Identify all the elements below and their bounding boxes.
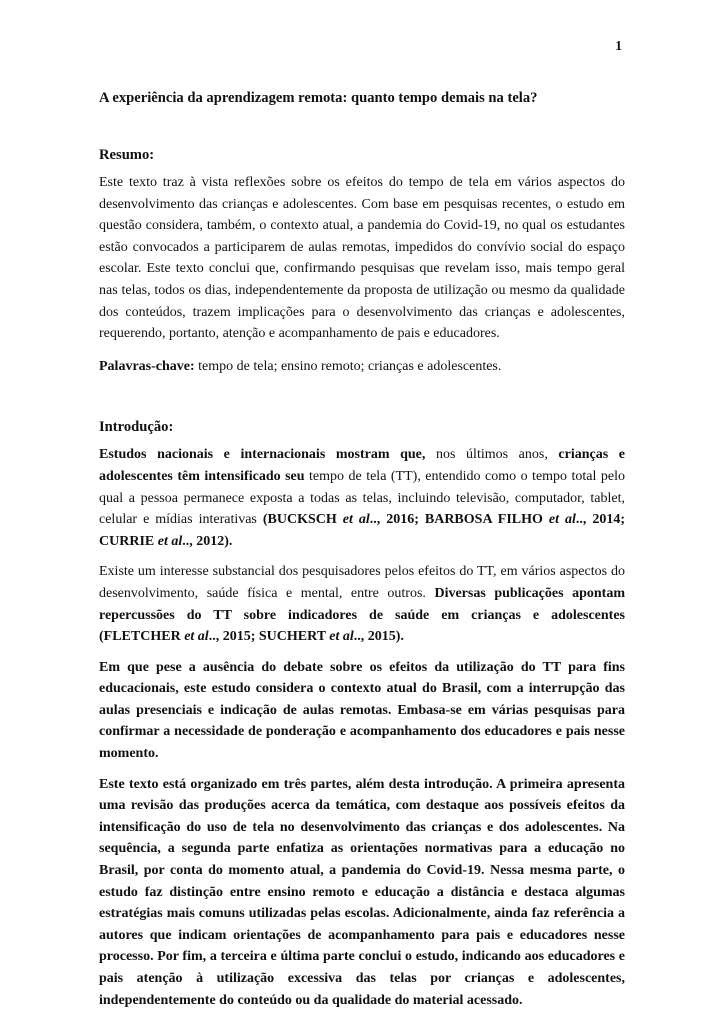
intro-paragraph-2: Existe um interesse substancial dos pesquisadores pelos efeitos do TT, em vários aspectos do desenvolvimento, saúde física e mental, entre outros. Diversas publicações apontam repercussões do TT sobre indicadores de saúde em crianças e adolescentes (FLETCHER et al.., 2015; SUCHERT et al.., 2015). <box>99 564 625 645</box>
section-heading-resumo: Resumo: <box>99 147 155 163</box>
intro-paragraph-1: Estudos nacionais e internacionais mostram que, nos últimos anos, crianças e adolescentes têm intensificado seu tempo de tela (TT), entendido como o tempo total pelo qual a pessoa permanece exposta a todas as telas, incluindo televisão, computador, tablet, celular e mídias interativas (BUCKSCH et al.., 2016; BARBOSA FILHO et al.., 2014; CURRIE et al.., 2012). <box>99 447 626 549</box>
intro-paragraph-4: Este texto está organizado em três partes, além desta introdução. A primeira apresenta uma revisão das produções acerca da temática, com destaque aos possíveis efeitos da intensificação do uso de tela no desenvolvimento das crianças e dos adolescentes. Na sequência, a segunda parte enfatiza as orientações normativas para a educação no Brasil, por conta do momento atual, a pandemia do Covid-19. Nessa mesma parte, o estudo faz distinção entre ensino remoto e educação a distância e destaca algumas estratégias mais comuns utilizadas pelas escolas. Adicionalmente, ainda faz referência a autores que indicam orientações de acompanhamento para pais e educadores nesse processo. Por fim, a terceira e última parte conclui o estudo, indicando aos educadores e pais atenção à utilização excessiva das telas por crianças e adolescentes, independentemente do conteúdo ou da qualidade do material acessado. <box>99 776 625 1008</box>
document-title: A experiência da aprendizagem remota: quanto tempo demais na tela? <box>99 90 538 106</box>
abstract-paragraph: Este texto traz à vista reflexões sobre os efeitos do tempo de tela em vários aspectos do desenvolvimento das crianças e adolescentes. Com base em pesquisas recentes, o estudo em questão considera, também, o contexto atual, a pandemia do Covid-19, no qual os estudantes estão convocados a participarem de aulas remotas, impedidos do convívio social do espaço escolar. Este texto conclui que, confirmando pesquisas que revelam isso, mais tempo geral nas telas, todos os dias, independentemente da proposta de utilização ou mesmo da qualidade dos conteúdos, trazem implicações para o desenvolvimento das crianças e adolescentes, requerendo, portanto, atenção e acompanhamento de pais e educadores. <box>99 175 625 342</box>
intro-paragraph-3: Em que pese a ausência do debate sobre os efeitos da utilização do TT para fins educacionais, este estudo considera o contexto atual do Brasil, com a interrupção das aulas presenciais e indicação de aulas remotas. Embasa-se em várias pesquisas para confirmar a necessidade de ponderação e acompanhamento dos educadores e pais nesse momento. <box>99 659 625 762</box>
keywords-line: Palavras-chave: tempo de tela; ensino remoto; crianças e adolescentes. <box>99 358 502 374</box>
section-heading-introducao: Introdução: <box>99 419 174 436</box>
page-content <box>99 0 625 1011</box>
page-number: 1 <box>615 38 622 53</box>
